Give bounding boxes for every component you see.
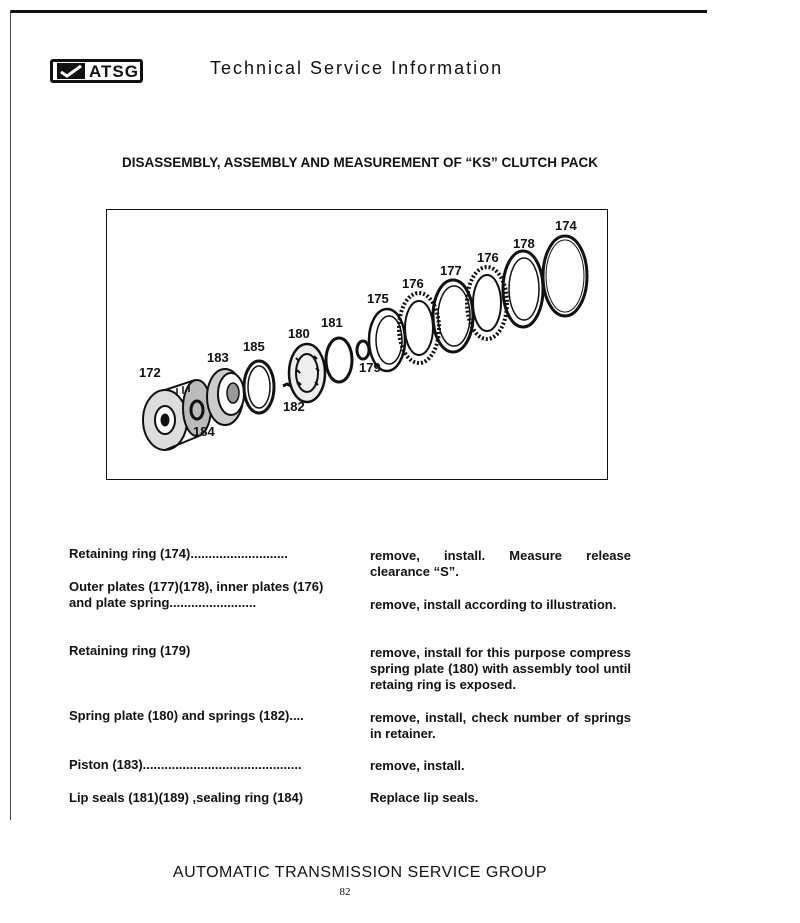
checkmark-logo-icon bbox=[57, 63, 85, 79]
atsg-logo bbox=[50, 59, 143, 83]
part-label: 183 bbox=[207, 350, 229, 365]
part-label: 172 bbox=[139, 365, 161, 380]
document-title: DISASSEMBLY, ASSEMBLY AND MEASUREMENT OF “KS” CLUTCH PACK bbox=[121, 155, 599, 170]
part-label: 185 bbox=[243, 339, 265, 354]
part-label: 180 bbox=[288, 326, 310, 341]
lip-seal-181-part bbox=[326, 338, 352, 382]
instruction-part: Retaining ring (174)........................... bbox=[69, 546, 288, 561]
part-label: 177 bbox=[440, 263, 462, 278]
part-label: 174 bbox=[555, 218, 577, 233]
footer-org: AUTOMATIC TRANSMISSION SERVICE GROUP bbox=[172, 864, 548, 881]
instruction-part: Retaining ring (179) bbox=[69, 643, 191, 658]
instruction-part: Outer plates (177)(178), inner plates (176) and plate spring........................ bbox=[69, 579, 324, 610]
part-label: 178 bbox=[513, 236, 535, 251]
instruction-action: remove, install. Measure release clearance “S”. bbox=[370, 548, 631, 579]
piston-183-part bbox=[207, 369, 244, 425]
clutch-pack-exploded-diagram bbox=[106, 209, 608, 480]
part-label: 182 bbox=[283, 399, 305, 414]
instruction-part: Piston (183)............................................ bbox=[69, 757, 302, 772]
part-label: 176 bbox=[477, 250, 499, 265]
instruction-part: Lip seals (181)(189) ,sealing ring (184) bbox=[69, 790, 304, 805]
retaining-ring-174-part bbox=[543, 236, 587, 316]
part-label: 176 bbox=[402, 276, 424, 291]
instruction-action: remove, install, check number of springs in retainer. bbox=[370, 710, 631, 741]
instruction-action: Replace lip seals. bbox=[370, 790, 479, 805]
spring-plate-180-part bbox=[289, 344, 325, 402]
exploded-view-illustration bbox=[107, 210, 609, 481]
part-label: 184 bbox=[193, 424, 215, 439]
header-title: Technical Service Information bbox=[210, 58, 504, 78]
part-label: 179 bbox=[359, 360, 381, 375]
top-rule bbox=[10, 10, 707, 13]
instruction-part: Spring plate (180) and springs (182).... bbox=[69, 708, 304, 723]
instruction-action: remove, install for this purpose compress spring plate (180) with assembly tool until retaing ring is exposed. bbox=[370, 645, 631, 692]
instruction-action: remove, install according to illustration. bbox=[370, 597, 617, 612]
retaining-ring-179-part bbox=[357, 341, 369, 359]
part-label: 175 bbox=[367, 291, 389, 306]
left-rule bbox=[10, 10, 11, 820]
part-label: 181 bbox=[321, 315, 343, 330]
logo-text: ATSG bbox=[89, 61, 139, 81]
instruction-action: remove, install. bbox=[370, 758, 465, 773]
page-number: 82 bbox=[339, 886, 351, 898]
